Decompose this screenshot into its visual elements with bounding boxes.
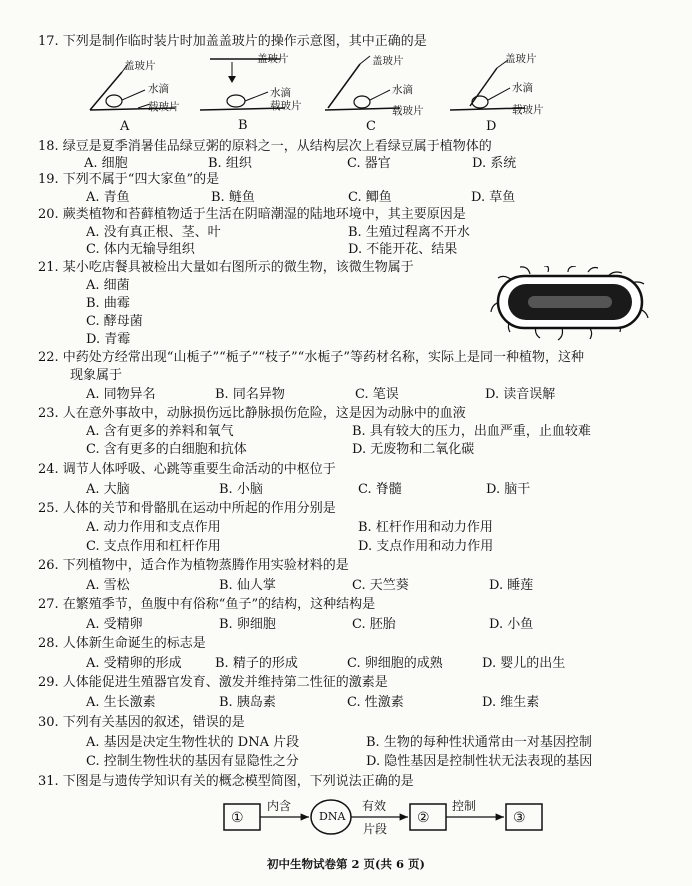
q21-option-a: A. 细菌 [86, 278, 130, 293]
question-17: 17. 下列是制作临时装片时加盖盖玻片的操作示意图，其中正确的是 [38, 34, 427, 49]
box-1-label: ① [231, 810, 244, 826]
label-slide-c: 载玻片 [392, 105, 424, 117]
q27-option-b: B. 卵细胞 [219, 617, 276, 632]
question-23: 23. 人在意外事故中，动脉损伤远比静脉损伤危险，这是因为动脉中的血液 [38, 406, 466, 421]
label-water-b: 水滴 [270, 87, 291, 99]
q25-option-c: C. 支点作用和杠杆作用 [86, 539, 221, 554]
box-3-label: ③ [513, 810, 526, 826]
q26-option-b: B. 仙人掌 [219, 578, 276, 593]
question-20: 20. 蕨类植物和苔藓植物适于生活在阴暗潮湿的陆地环境中，其主要原因是 [38, 207, 466, 222]
label-cover-b: 盖玻片 [257, 53, 289, 65]
label-water-a: 水滴 [148, 83, 169, 95]
question-21: 21. 某小吃店餐具被检出大量如右图所示的微生物，该微生物属于 [38, 260, 414, 275]
q25-option-a: A. 动力作用和支点作用 [86, 520, 221, 535]
label-effective: 有效 [362, 799, 387, 813]
label-slide-b: 载玻片 [270, 100, 302, 112]
label-cover-d: 盖玻片 [505, 53, 537, 65]
q21-option-d: D. 青霉 [86, 332, 131, 347]
q20-option-a: A. 没有真正根、茎、叶 [86, 225, 221, 240]
question-31: 31. 下图是与遗传学知识有关的概念模型简图，下列说法正确的是 [38, 774, 414, 789]
label-control: 控制 [452, 799, 477, 813]
q17-option-d: D [486, 119, 497, 134]
q20-option-b: B. 生殖过程离不开水 [348, 225, 470, 240]
label-contains: 内含 [267, 799, 292, 813]
question-24: 24. 调节人体呼吸、心跳等重要生命活动的中枢位于 [38, 462, 336, 477]
q17-option-b: B [238, 118, 248, 133]
label-cover-c: 盖玻片 [372, 55, 404, 67]
q22-option-d: D. 读音误解 [485, 387, 556, 402]
label-slide-d: 载玻片 [512, 104, 544, 116]
q24-option-d: D. 脑干 [486, 482, 531, 497]
question-27: 27. 在繁殖季节，鱼腹中有俗称“鱼子”的结构，这种结构是 [38, 597, 376, 612]
q23-option-d: D. 无废物和二氧化碳 [352, 442, 475, 457]
q28-option-d: D. 婴儿的出生 [482, 656, 566, 671]
q28-option-b: B. 精子的形成 [215, 656, 298, 671]
question-22-line2: 现象属于 [70, 368, 123, 383]
q26-option-a: A. 雪松 [86, 578, 130, 593]
q18-option-c: C. 器官 [347, 156, 391, 171]
q19-option-d: D. 草鱼 [471, 190, 516, 205]
question-19: 19. 下列不属于“四大家鱼”的是 [38, 172, 220, 187]
question-25: 25. 人体的关节和骨骼肌在运动中所起的作用分别是 [38, 501, 336, 516]
q30-option-d: D. 隐性基因是控制性状无法表现的基因 [366, 754, 593, 769]
q27-option-c: C. 胚胎 [352, 617, 396, 632]
q22-option-c: C. 笔误 [355, 387, 399, 402]
q30-option-a: A. 基因是决定生物性状的 DNA 片段 [86, 735, 300, 750]
q22-option-a: A. 同物异名 [86, 387, 156, 402]
q19-option-b: B. 鲢鱼 [211, 190, 255, 205]
q28-option-a: A. 受精卵的形成 [86, 656, 182, 671]
q29-option-d: D. 维生素 [482, 695, 540, 710]
question-29: 29. 人体能促进生殖器官发育、激发并维持第二性征的激素是 [38, 675, 388, 690]
q20-option-c: C. 体内无输导组织 [86, 242, 195, 257]
q27-option-a: A. 受精卵 [86, 617, 143, 632]
question-30: 30. 下列有关基因的叙述，错误的是 [38, 715, 245, 730]
question-18: 18. 绿豆是夏季消暑佳品绿豆粥的原料之一，从结构层次上看绿豆属于植物体的 [38, 139, 492, 154]
q29-option-a: A. 生长激素 [86, 695, 156, 710]
q22-option-b: B. 同名异物 [215, 387, 285, 402]
q23-option-b: B. 具有较大的压力，出血严重，止血较难 [352, 424, 591, 439]
bacterium-image [490, 266, 652, 342]
label-slide-a: 载玻片 [148, 101, 180, 113]
q28-option-c: C. 卵细胞的成熟 [347, 656, 443, 671]
q18-option-a: A. 细胞 [84, 156, 128, 171]
q21-option-c: C. 酵母菌 [86, 314, 143, 329]
q27-option-d: D. 小鱼 [489, 617, 534, 632]
q30-option-c: C. 控制生物性状的基因有显隐性之分 [86, 754, 299, 769]
q17-option-c: C [366, 119, 376, 134]
q24-option-b: B. 小脑 [219, 482, 263, 497]
q29-option-c: C. 性激素 [347, 695, 404, 710]
q17-option-a: A [120, 119, 130, 134]
q25-option-d: D. 支点作用和动力作用 [358, 539, 494, 554]
q20-option-d: D. 不能开花、结果 [348, 242, 458, 257]
q30-option-b: B. 生物的每种性状通常由一对基因控制 [366, 735, 592, 750]
q18-option-d: D. 系统 [472, 156, 517, 171]
q21-option-b: B. 曲霉 [86, 296, 130, 311]
q26-option-c: C. 天竺葵 [352, 578, 409, 593]
question-22: 22. 中药处方经常出现“山栀子”“栀子”“枝子”“水栀子”等药材名称，实际上是同一种植物，这种 [38, 350, 584, 365]
q24-option-c: C. 脊髓 [358, 482, 402, 497]
dna-label: DNA [319, 810, 346, 823]
q23-option-a: A. 含有更多的养料和氧气 [86, 424, 234, 439]
label-cover-a: 盖玻片 [124, 60, 156, 72]
q18-option-b: B. 组织 [208, 156, 252, 171]
question-28: 28. 人体新生命诞生的标志是 [38, 636, 206, 651]
q26-option-d: D. 睡莲 [489, 578, 534, 593]
q19-option-a: A. 青鱼 [86, 190, 130, 205]
q25-option-b: B. 杠杆作用和动力作用 [358, 520, 493, 535]
q23-option-c: C. 含有更多的白细胞和抗体 [86, 442, 247, 457]
label-segment: 片段 [363, 822, 388, 836]
q24-option-a: A. 大脑 [86, 482, 130, 497]
q29-option-b: B. 胰岛素 [219, 695, 276, 710]
q19-option-c: C. 鲫鱼 [348, 190, 392, 205]
box-2-label: ② [417, 810, 430, 826]
label-water-d: 水滴 [512, 82, 533, 94]
question-26: 26. 下列植物中，适合作为植物蒸腾作用实验材料的是 [38, 558, 349, 573]
label-water-c: 水滴 [392, 84, 413, 96]
page-footer: 初中生物试卷第 2 页(共 6 页) [267, 857, 425, 871]
